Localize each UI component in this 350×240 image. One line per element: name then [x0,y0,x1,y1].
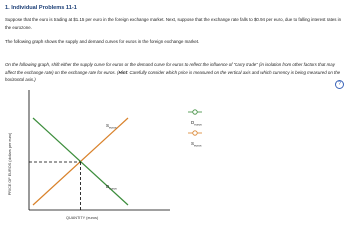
demand-tool-label: $D_{euros}$ [191,120,202,127]
help-icon[interactable]: ? [335,80,344,89]
problem-title: 1. Individual Problems 11-1 [5,5,77,11]
paragraph-3-part-1: On the following graph, shift either the supply curve for euros or the demand curve for euros to reflect the influence of "carry trade" (in isolation from other factors that may affect the exchange rate) on the exchange rate for euros. ( [5,62,335,75]
demand-tool-handle[interactable] [193,110,197,114]
y-axis-label: PRICE OF EUROS (dollars per euro) [8,132,12,196]
demand-curve-label: $D_{euros}$ [106,184,117,191]
demand-tool[interactable] [188,110,202,114]
supply-tool-handle[interactable] [193,131,197,135]
supply-tool-label: $S_{euros}$ [191,141,202,148]
supply-tool[interactable] [188,131,202,135]
hint-label: Hint [118,69,128,75]
problem-paragraph-1: Suppose that the euro is trading at $1.15 per euro in the foreign exchange market. Next, suppose that the exchange rate falls to $0.94 per euro, due to falling interest rates in the eurozone. [5,17,342,30]
problem-paragraph-2: The following graph shows the supply and demand curves for euros in the foreign exchange market. [5,39,200,44]
x-axis-label: QUANTITY (euros) [66,216,99,220]
supply-curve-label: $S_{euros}$ [106,123,117,130]
paragraph-3-part-2: : Carefully consider which price is measured on the vertical axis and which currency is being measured on the horizontal axis.) [5,69,341,82]
